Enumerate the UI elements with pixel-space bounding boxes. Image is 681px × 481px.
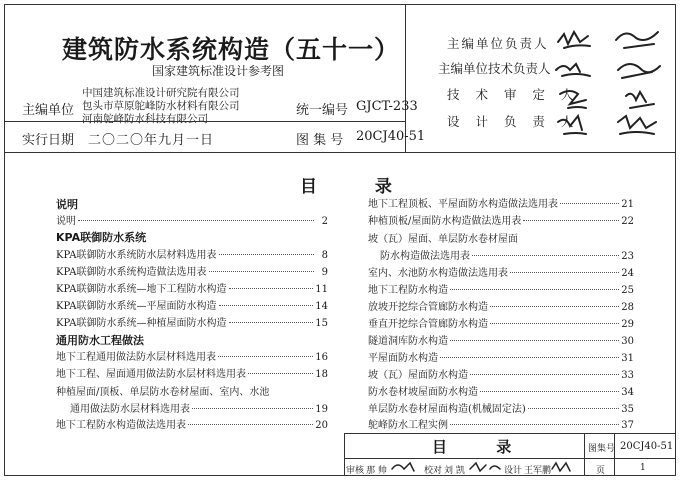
toc-item-page: 35 <box>621 404 634 415</box>
titleblock-page-value: 1 <box>640 463 646 473</box>
toc-leader <box>528 408 619 409</box>
atlas-title: 建筑防水系统构造（五十一） <box>62 35 401 64</box>
toc-item-page: 14 <box>315 301 328 312</box>
toc-item-page: 25 <box>621 285 634 296</box>
signature-4b <box>618 116 656 134</box>
resp-label-1: 主编单位负责人 <box>447 36 549 51</box>
titleblock-review-label: 审核 <box>346 466 365 476</box>
toc-leader <box>450 424 619 425</box>
titleblock-atlas-label: 图集号 <box>588 444 616 454</box>
toc-item[interactable] <box>56 365 328 379</box>
toc-item-page: 33 <box>621 370 634 381</box>
toc-leader <box>192 408 313 409</box>
toc-leader <box>248 373 313 374</box>
toc-item[interactable] <box>56 416 328 430</box>
header-rule <box>4 121 405 122</box>
titleblock-check-name: 刘 凯 <box>444 466 465 476</box>
toc-item-page: 31 <box>621 353 634 364</box>
signature-4a <box>558 116 586 134</box>
titleblock-check-label: 校对 <box>424 466 443 476</box>
toc-item-page: 18 <box>315 369 328 380</box>
toc-item[interactable] <box>368 366 634 380</box>
toc-item[interactable] <box>56 246 328 260</box>
resp-label-2: 主编单位技术负责人 <box>438 61 551 76</box>
signature-1a <box>558 32 590 48</box>
toc-item-text: 地下工程通用做法防水层材料选用表 <box>56 352 216 363</box>
toc-item[interactable] <box>380 247 634 261</box>
toc-item[interactable] <box>368 332 634 346</box>
titleblock-col-rule <box>614 433 615 476</box>
signature-2a <box>556 64 590 76</box>
toc-item-text: 种植顶板/屋面防水构造做法选用表 <box>368 216 522 227</box>
toc-leader <box>219 254 314 255</box>
titleblock-signatures <box>390 459 580 476</box>
resp-label-4: 设 计 负 责 人 <box>447 114 580 129</box>
toc-item[interactable] <box>56 314 328 328</box>
toc-item-text: KPA联御防水系统—种植屋面防水构造 <box>56 318 227 329</box>
signature-1b <box>616 32 658 48</box>
atlas-subtitle: 国家建筑标准设计参考图 <box>152 64 285 78</box>
titleblock-design-name: 王军鹏 <box>524 466 552 476</box>
toc-leader <box>209 271 314 272</box>
signature-2b <box>618 64 660 78</box>
signature-marks <box>554 26 672 138</box>
review-signature <box>392 463 414 471</box>
toc-item[interactable] <box>368 416 634 430</box>
toc-item-text: KPA联御防水系统防水层材料选用表 <box>56 250 217 261</box>
toc-item-page: 22 <box>621 216 634 227</box>
toc-leader <box>450 289 619 290</box>
toc-item-text: 地下工程、屋面通用做法防水层材料选用表 <box>56 369 246 380</box>
toc-leader <box>470 374 619 375</box>
toc-leader <box>78 220 314 221</box>
titleblock-name: 目 录 <box>432 438 534 456</box>
toc-item-text: 单层防水卷材屋面构造(机械固定法) <box>368 404 526 415</box>
toc-leader <box>560 203 619 204</box>
toc-item-page: 21 <box>621 199 634 210</box>
toc-item-page: 24 <box>621 268 634 279</box>
toc-item-text: 地下工程顶板、平屋面防水构造做法选用表 <box>368 199 558 210</box>
toc-leader <box>229 288 314 289</box>
date-label: 实行日期 <box>22 133 75 148</box>
toc-leader <box>510 272 619 273</box>
toc-item-text: 室内、水池防水构造做法选用表 <box>368 268 508 279</box>
toc-item[interactable] <box>368 195 634 209</box>
toc-leader <box>219 305 314 306</box>
toc-item-text: 防水卷材坡屋面防水构造 <box>368 387 478 398</box>
toc-item-text-line: 坡（瓦）屋面、单层防水卷材屋面 <box>368 234 518 245</box>
toc-item[interactable] <box>56 297 328 311</box>
toc-section-kpa: KPA联御防水系统 <box>56 231 147 244</box>
toc-section-intro: 说明 <box>56 198 78 211</box>
toc-leader <box>523 220 619 221</box>
date-value: 二〇二〇年九月一日 <box>88 133 215 148</box>
toc-leader <box>218 356 313 357</box>
resp-label-3: 技 术 审 定 人 <box>447 87 580 102</box>
toc-leader <box>440 357 619 358</box>
toc-item-page: 2 <box>321 216 328 227</box>
toc-item[interactable] <box>368 298 634 312</box>
titleblock-top-rule <box>344 433 676 434</box>
toc-title: 目 录 <box>300 177 418 197</box>
toc-item-page: 30 <box>621 336 634 347</box>
titleblock-atlas-value: 20CJ40-51 <box>620 441 674 452</box>
toc-item-page: 37 <box>621 420 634 431</box>
atlas-no-label: 图 集 号 <box>296 133 344 148</box>
toc-item-page: 34 <box>621 387 634 398</box>
toc-item-text: 说明 <box>56 216 76 227</box>
titleblock-col-rule <box>584 433 585 476</box>
toc-item-page: 11 <box>315 284 328 295</box>
toc-item-text: 隧道洞库防水构造 <box>368 336 448 347</box>
titleblock-review-name: 那 帅 <box>366 466 387 476</box>
header-bottom-rule <box>4 152 676 153</box>
toc-item[interactable] <box>368 315 634 329</box>
toc-item-text: 地下工程防水构造 <box>368 285 448 296</box>
toc-item-page: 15 <box>315 318 328 329</box>
toc-item-text: 平屋面防水构造 <box>368 353 438 364</box>
toc-item[interactable] <box>368 212 634 226</box>
toc-item[interactable] <box>368 349 634 363</box>
toc-item-text: 鸵峰防水工程实例 <box>368 420 448 431</box>
host-label: 主编单位 <box>22 103 75 118</box>
toc-leader <box>450 340 619 341</box>
titleblock-page-label: 页 <box>596 466 606 476</box>
titleblock-left-rule <box>344 433 345 476</box>
toc-item-text: 放坡开挖综合管廊防水构造 <box>368 302 488 313</box>
toc-item-text-line: 种植屋面/顶板、单层防水卷材屋面、室内、水池 <box>56 387 270 398</box>
toc-leader <box>480 391 619 392</box>
toc-item[interactable] <box>56 263 328 277</box>
check-signature <box>470 463 500 471</box>
toc-item[interactable] <box>368 383 634 397</box>
signature-3b <box>626 92 654 108</box>
toc-item-text: KPA联御防水系统构造做法选用表 <box>56 267 207 278</box>
toc-item-text: 通用做法防水层材料选用表 <box>70 404 190 415</box>
toc-leader <box>490 306 619 307</box>
design-signature <box>552 463 570 471</box>
toc-item-page: 8 <box>321 250 328 261</box>
toc-item[interactable] <box>56 348 328 362</box>
host-3: 河南鸵峰防水科技有限公司 <box>82 113 208 125</box>
toc-item-text: KPA联御防水系统—平屋面防水构造 <box>56 301 217 312</box>
toc-item-page: 19 <box>315 404 328 415</box>
toc-leader <box>188 424 313 425</box>
toc-item-page: 20 <box>315 420 328 431</box>
toc-item-page: 9 <box>321 267 328 278</box>
toc-item[interactable] <box>368 264 634 278</box>
signature-3a <box>560 91 586 108</box>
toc-item[interactable] <box>368 281 634 295</box>
toc-item[interactable] <box>70 400 328 414</box>
uniform-no-value: GJCT-233 <box>356 99 418 114</box>
titleblock-design-label: 设计 <box>504 466 523 476</box>
toc-item-text: 垂直开挖综合管廊防水构造 <box>368 319 488 330</box>
toc-item-text: 防水构造做法选用表 <box>380 251 470 262</box>
toc-item[interactable] <box>56 280 328 294</box>
toc-leader <box>472 255 619 256</box>
atlas-no-value: 20CJ40-51 <box>356 129 426 144</box>
toc-item-page: 16 <box>315 352 328 363</box>
toc-item-text: KPA联御防水系统—地下工程防水构造 <box>56 284 227 295</box>
toc-item-page: 29 <box>621 319 634 330</box>
toc-leader <box>490 323 619 324</box>
host-1: 中国建筑标准设计研究院有限公司 <box>82 87 240 99</box>
toc-item-page: 28 <box>621 302 634 313</box>
toc-item-text: 地下工程防水构造做法选用表 <box>56 420 186 431</box>
toc-item[interactable] <box>368 400 634 414</box>
host-2: 包头市草原鸵峰防水材料有限公司 <box>82 100 240 112</box>
toc-item-page: 23 <box>621 251 634 262</box>
toc-item-text: 坡（瓦）屋面防水构造 <box>368 370 468 381</box>
toc-item[interactable] <box>56 212 328 226</box>
toc-leader <box>229 322 314 323</box>
uniform-no-label: 统一编号 <box>296 103 349 118</box>
toc-section-general: 通用防水工程做法 <box>56 334 144 347</box>
